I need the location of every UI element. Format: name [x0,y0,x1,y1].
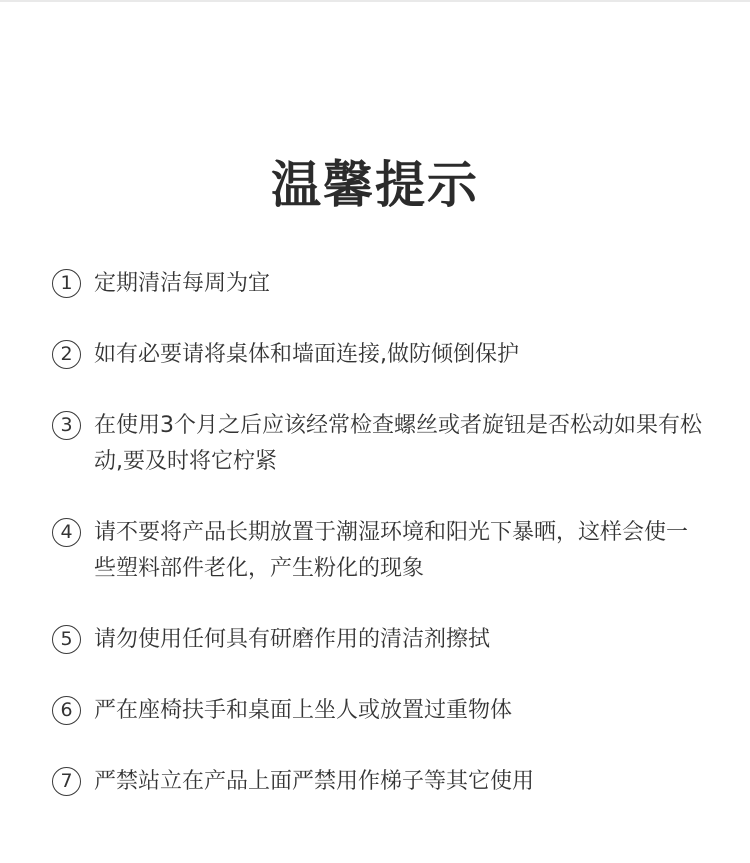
tip-item [52,408,712,480]
tip-item [52,515,712,587]
tips-list [52,266,712,835]
tip-number-badge: 1 [52,269,81,298]
tip-item [52,266,712,302]
tip-number-badge: 2 [52,340,81,369]
page-title: 温馨提示 [271,156,479,214]
tip-number-badge: 5 [52,625,81,654]
tip-text: 请不要将产品长期放置于潮湿环境和阳光下暴晒，这样会使一些塑料部件老化，产生粉化的现象 [94,520,689,581]
tip-text: 请勿使用任何具有研磨作用的清洁剂擦拭 [94,627,491,652]
tip-number-badge: 4 [52,518,81,547]
tip-item [52,337,712,373]
tip-text: 在使用3个月之后应该经常检查螺丝或者旋钮是否松动如果有松动,要及时将它柠紧 [94,413,702,474]
tip-number-badge: 6 [52,696,81,725]
top-divider [0,0,750,2]
tip-text: 严在座椅扶手和桌面上坐人或放置过重物体 [94,698,513,723]
tip-item [52,764,712,800]
tip-item [52,693,712,729]
tip-text: 如有必要请将桌体和墙面连接,做防倾倒保护 [94,342,519,367]
tip-number-badge: 7 [52,767,81,796]
tip-text: 严禁站立在产品上面严禁用作梯子等其它使用 [94,769,535,794]
tip-item [52,622,712,658]
tip-text: 定期清洁每周为宜 [94,271,271,296]
tip-number-badge: 3 [52,411,81,440]
